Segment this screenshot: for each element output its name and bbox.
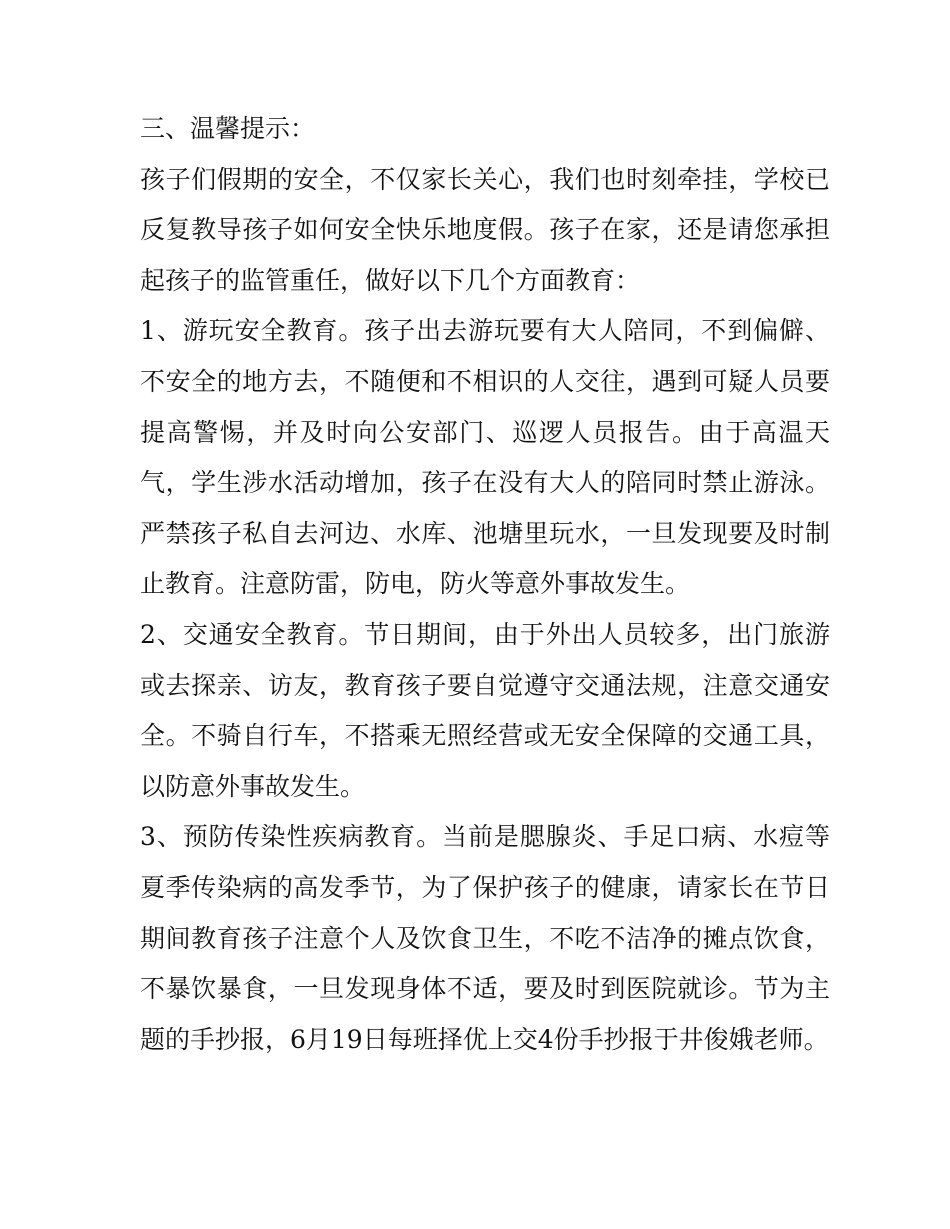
intro-paragraph: 孩子们假期的安全，不仅家长关心，我们也时刻牵挂，学校已反复教导孩子如何安全快乐地度假。孩子在家，还是请您承担起孩子的监管重任，做好以下几个方面教育： (140, 164, 830, 295)
document-body (140, 104, 830, 1065)
section-heading: 三、温馨提示： (140, 114, 316, 143)
traffic-safety-paragraph: 2、交通安全教育。节日期间，由于外出人员较多，出门旅游或去探亲、访友，教育孩子要自觉遵守交通法规，注意交通安全。不骑自行车，不搭乘无照经营或无安全保障的交通工具，以防意外事故发生。 (140, 619, 830, 801)
travel-safety-paragraph: 1、游玩安全教育。孩子出去游玩要有大人陪同，不到偏僻、不安全的地方去，不随便和不相识的人交往，遇到可疑人员要提高警惕，并及时向公安部门、巡逻人员报告。由于高温天气，学生涉水活动增加，孩子在没有大人的陪同时禁止游泳。严禁孩子私自去河边、水库、池塘里玩水，一旦发现要及时制止教育。注意防雷，防电，防火等意外事故发生。 (140, 316, 830, 599)
disease-prevention-paragraph: 3、预防传染性疾病教育。当前是腮腺炎、手足口病、水痘等夏季传染病的高发季节，为了保护孩子的健康，请家长在节日期间教育孩子注意个人及饮食卫生，不吃不洁净的摊点饮食，不暴饮暴食，一旦发现身体不适，要及时到医院就诊。节为主题的手抄报，6月19日每班择优上交4份手抄报于井俊娥老师。 (140, 822, 830, 1054)
